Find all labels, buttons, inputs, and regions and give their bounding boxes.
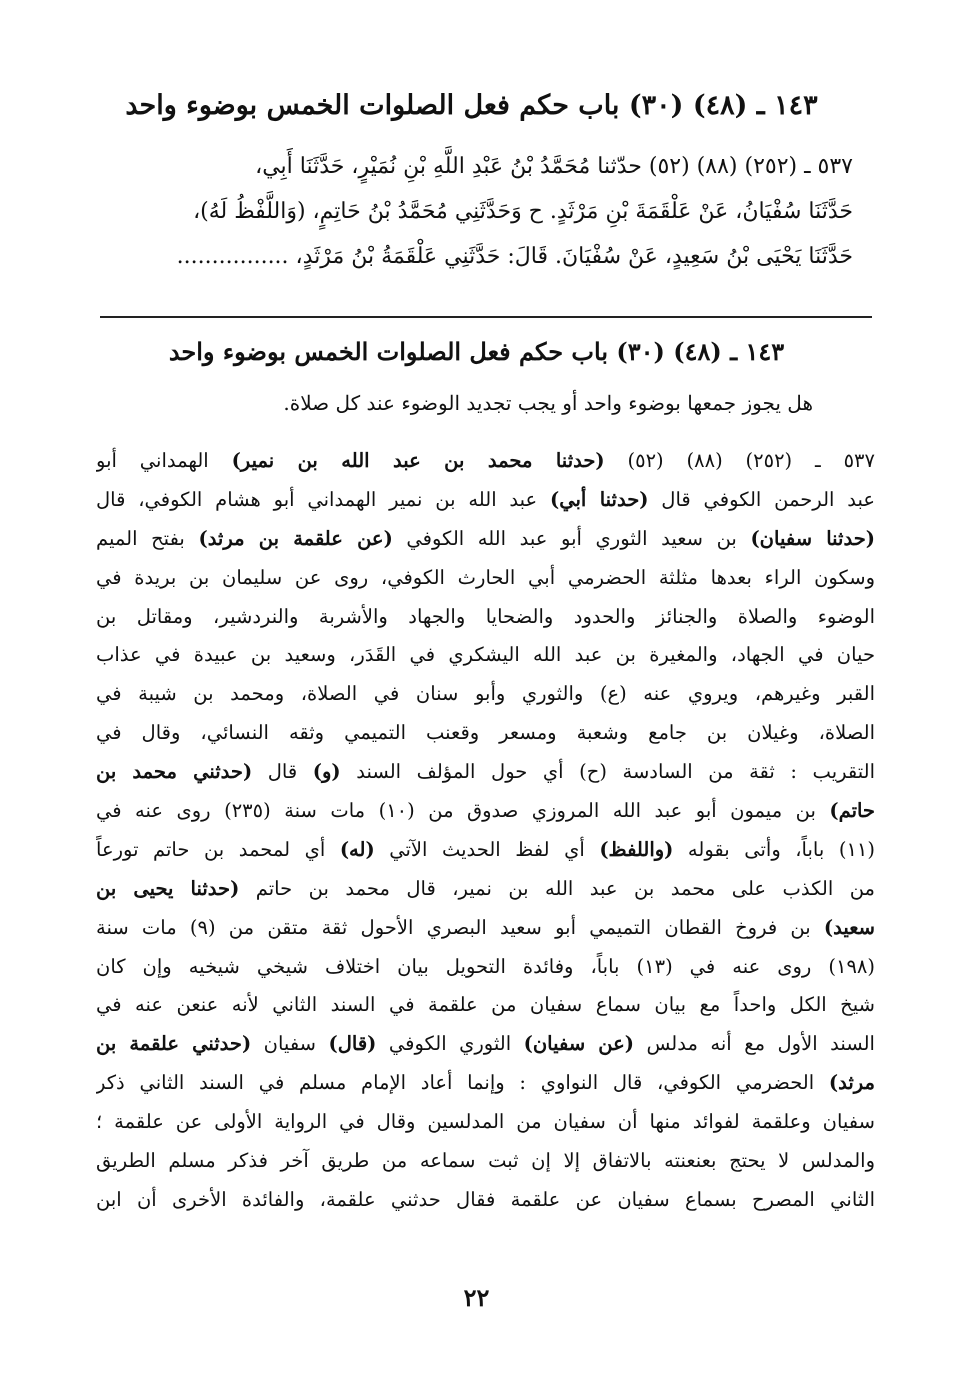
commentary-run: الصلاة، وغيلان بن جامع وشعبة ومسعر وقعنب التميمي وثقه النسائي، وقال في <box>96 721 875 745</box>
narrator-citation: (حدثنا سفيان) <box>750 526 875 550</box>
commentary-line <box>96 1181 875 1220</box>
commentary-line <box>96 481 875 520</box>
commentary-line <box>96 948 875 987</box>
narrator-citation: (حدثنا يحيى بن <box>96 876 240 900</box>
commentary-run: (١٩٨) روى عنه في (١٣) باباً، وفائدة التحويل بيان اختلاف شيخي شيخيه وإن كان <box>96 954 875 978</box>
commentary-line <box>96 442 875 481</box>
chapter-question: هل يجوز جمعها بوضوء واحد أو يجب تجديد الوضوء عند كل صلاة. <box>283 391 813 415</box>
commentary-line <box>96 675 875 714</box>
commentary-line <box>96 598 875 637</box>
commentary-line <box>96 520 875 559</box>
commentary-line <box>96 753 875 792</box>
commentary-run: سفيان <box>251 1032 329 1056</box>
section-divider <box>100 316 872 318</box>
narrator-citation: (حدثنا أبي) <box>550 487 649 511</box>
commentary-run: السند الأول مع أنه مدلس <box>633 1032 875 1056</box>
commentary-line <box>96 636 875 675</box>
commentary-chapter-heading: ١٤٣ ـ (٤٨) (٣٠) باب حكم فعل الصلوات الخمس بوضوء واحد <box>168 337 785 366</box>
page-number: ٢٢ <box>463 1283 490 1312</box>
commentary-run: شيخ الكل واحداً مع بيان سماع سفيان من علقمة في السند الثاني لأنه عنعن عنه في <box>96 993 875 1017</box>
narrator-citation: حاتم) <box>829 799 875 823</box>
commentary-line <box>96 831 875 870</box>
narrator-citation: (حدثني علقمة بن <box>96 1032 252 1056</box>
commentary-run: والمدلس لا يحتج بعنعنته بالاتفاق إلا إن ثبت سماعه من طريق آخر فذكر مسلم الطريق <box>96 1149 875 1173</box>
commentary-run: الثاني المصرح بسماع سفيان عن علقمة فقال حدثني علقمة، والفائدة الأخرى أن ابن <box>96 1187 875 1211</box>
commentary-run: من الكذب على محمد بن عبد الله بن نمير، قال محمد بن حاتم <box>239 876 875 900</box>
narrator-citation: (له) <box>339 837 375 861</box>
commentary-run: الهمداني أبو <box>96 449 232 472</box>
commentary-text <box>96 442 875 1220</box>
commentary-line <box>96 559 875 598</box>
commentary-run: الثوري الكوفي <box>376 1032 524 1056</box>
hadith-line: حَدَّثَنَا يَحْيَى بْنُ سَعِيدٍ، عَنْ سُفْيَانَ. قَالَ: حَدَّثَنِي عَلْقَمَةُ بْنُ مَرْثَدٍ، ................ <box>176 244 853 269</box>
hadith-line: حَدَّثَنَا سُفْيَانُ، عَنْ عَلْقَمَةَ بْنِ مَرْثَدٍ. ح وَحَدَّثَنِي مُحَمَّدُ بْنُ حَاتِمٍ، (وَاللَّفْظُ لَهُ)، <box>193 199 853 224</box>
commentary-run: حيان في الجهاد، والمغيرة بن عبد الله اليشكري في القَدَر، وسعيد بن عبيدة في عذاب <box>96 643 875 667</box>
narrator-citation: مرثد) <box>828 1071 875 1095</box>
commentary-line <box>96 1025 875 1064</box>
commentary-run: الوضوء والصلاة والجنائز والحدود والضحايا والجهاد والأشربة والنردشير، ومقاتل بن <box>96 604 875 628</box>
commentary-run: ٥٣٧ ـ (٢٥٢) (٨٨) (٥٢) <box>604 449 875 472</box>
commentary-line <box>96 909 875 948</box>
hadith-text <box>100 144 853 279</box>
narrator-citation: (قال) <box>328 1032 377 1056</box>
narrator-citation: (عن علقمة بن مرثد) <box>198 526 393 550</box>
hadith-chapter-heading: ١٤٣ ـ (٤٨) (٣٠) باب حكم فعل الصلوات الخمس بوضوء واحد <box>125 90 818 121</box>
commentary-run: وسكون الراء بعدها مثلثة الحضرمي أبي الحارث الكوفي، روى عن سليمان بن بريدة في <box>96 565 875 589</box>
commentary-line <box>96 714 875 753</box>
commentary-run: أي لمحمد بن حاتم تورعاً <box>96 837 340 861</box>
hadith-line: ٥٣٧ ـ (٢٥٢) (٨٨) (٥٢) حدّثنا مُحَمَّدُ بْنُ عَبْدِ اللَّهِ بْنِ نُمَيْرٍ، حَدَّثَنَا أَبِي، <box>255 154 853 179</box>
commentary-run: عبد الله بن نمير الهمداني أبو هشام الكوفي، قال <box>96 487 550 511</box>
commentary-run: بن ميمون أبو عبد الله المروزي صدوق من (١٠) مات سنة (٢٣٥) روى عنه في <box>96 799 830 823</box>
commentary-run: سفيان وعلقمة لفوائد منها أن سفيان من المدلسين وقال في الرواية الأولى عن علقمة ؛ <box>96 1110 875 1134</box>
commentary-run: (١١) باباً، وأتى بقوله <box>673 837 875 861</box>
commentary-line <box>96 1103 875 1142</box>
commentary-run: عبد الرحمن الكوفي قال <box>648 487 875 511</box>
commentary-run: بفتح الميم <box>96 526 199 550</box>
commentary-run: بن سعيد الثوري أبو عبد الله الكوفي <box>392 526 751 550</box>
commentary-line <box>96 792 875 831</box>
commentary-run: التقريب : ثقة من السادسة (ح) أي حول المؤلف السند <box>340 760 875 784</box>
commentary-run: أي لفظ الحديث الآتي <box>374 837 600 861</box>
narrator-citation: (حدثنا محمد بن عبد الله بن نمير) <box>231 449 605 472</box>
commentary-run: القبر وغيرهم، ويروي عنه (ع) والثوري وأبو سنان في الصلاة، ومحمد بن شيبة في <box>96 682 875 706</box>
narrator-citation: (و) <box>312 760 341 784</box>
commentary-run: بن فروخ القطان التميمي أبو سعيد البصري الأحول ثقة متقن من (٩) مات سنة <box>96 915 824 939</box>
commentary-line <box>96 986 875 1025</box>
narrator-citation: (حدثني محمد بن <box>96 760 253 784</box>
commentary-run: الحضرمي الكوفي، قال النواوي : وإنما أعاد الإمام مسلم في السند الثاني ذكر <box>96 1071 829 1095</box>
commentary-line <box>96 870 875 909</box>
narrator-citation: (واللفظ) <box>599 837 674 861</box>
narrator-citation: (عن سفيان) <box>523 1032 634 1056</box>
commentary-line <box>96 1142 875 1181</box>
commentary-run: قال <box>252 760 313 784</box>
commentary-line <box>96 1064 875 1103</box>
narrator-citation: سعيد) <box>823 915 875 939</box>
